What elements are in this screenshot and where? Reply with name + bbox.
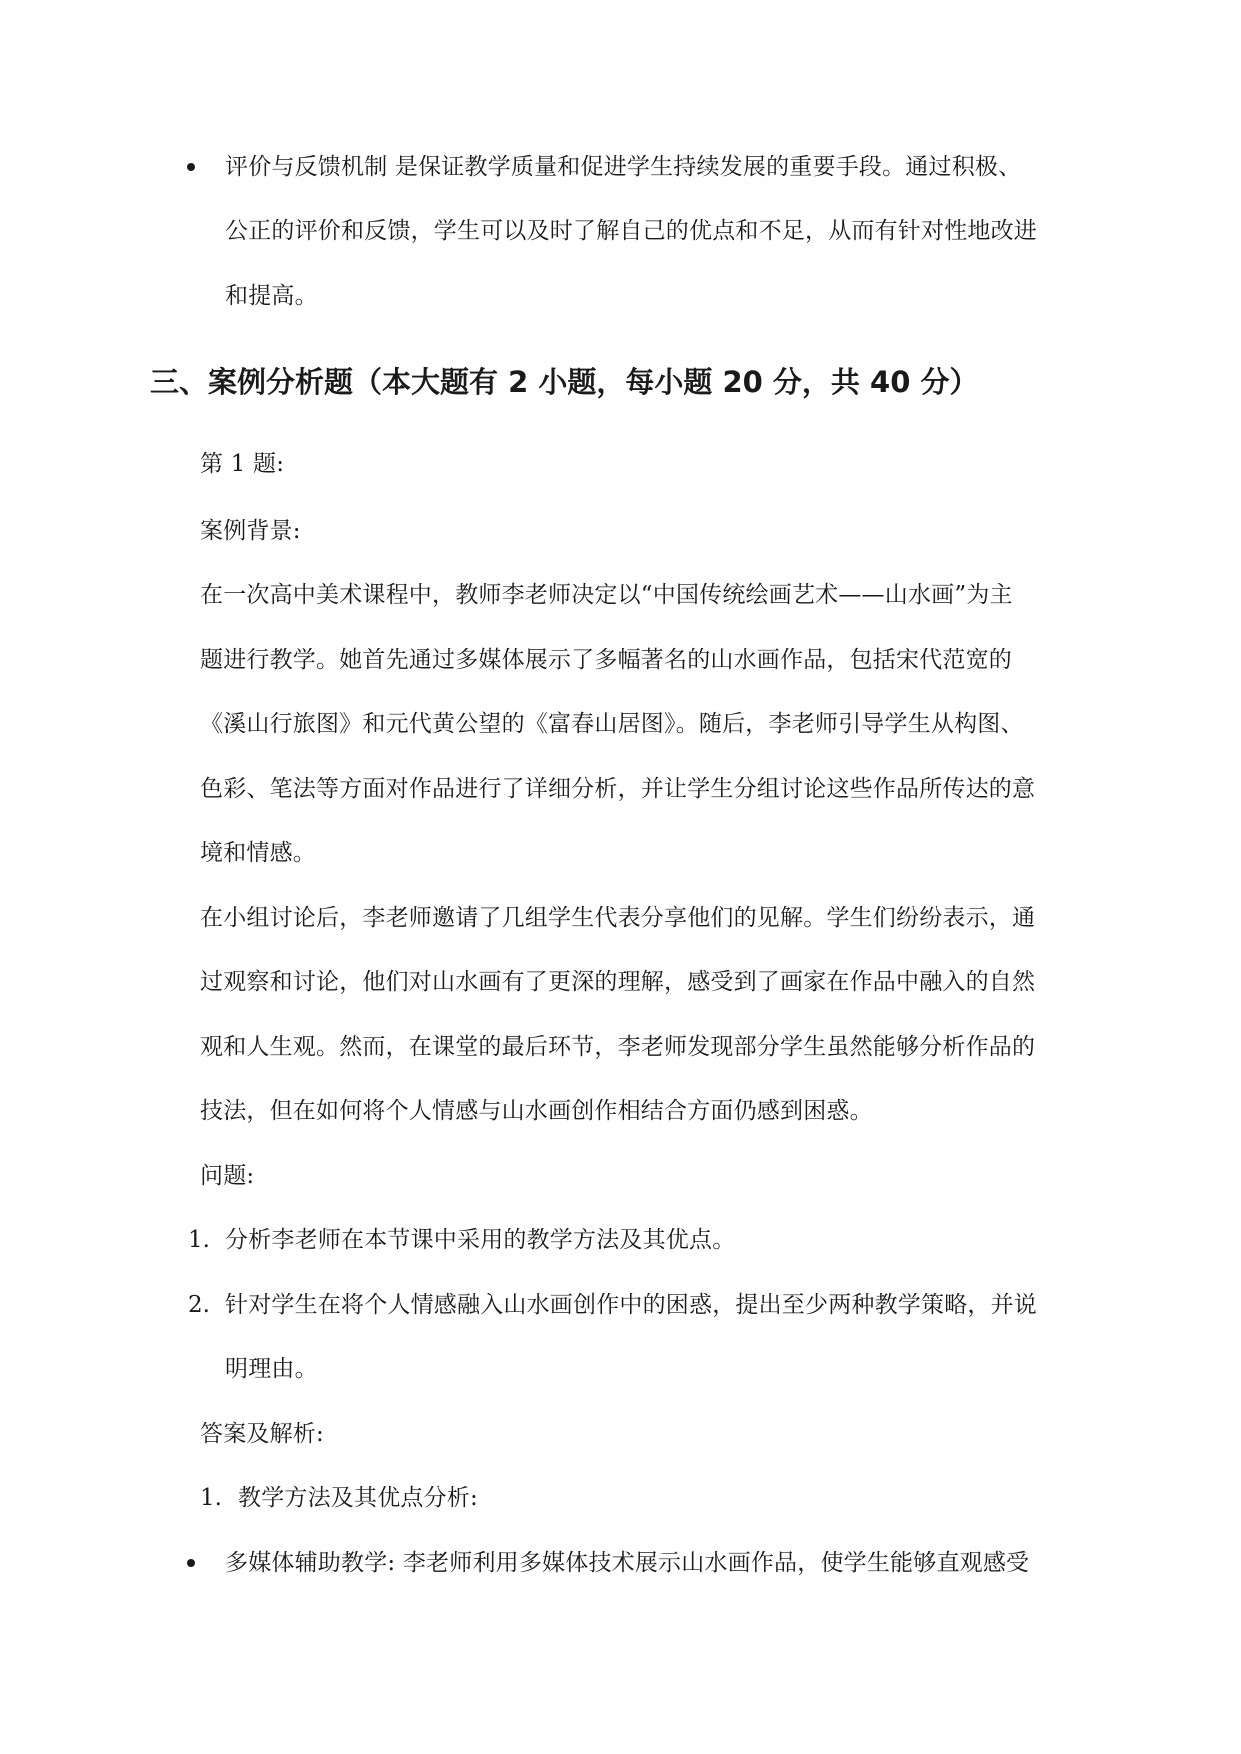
answer-label: 答案及解析: [200,1421,324,1447]
question-1-number: 1. [188,1227,210,1253]
section-heading: 三、案例分析题（本大题有 2 小题，每小题 20 分，共 40 分） [150,365,979,399]
background-p1-line-2: 题进行教学。她首先通过多媒体展示了多幅著名的山水画作品，包括宋代范宽的 [200,647,1012,673]
background-p2-line-4: 技法，但在如何将个人情感与山水画创作相结合方面仍感到困惑。 [200,1098,873,1124]
answer-bullet-1-text: 多媒体辅助教学: 李老师利用多媒体技术展示山水画作品，使学生能够直观感受 [225,1550,1030,1576]
bullet-dot [187,163,195,171]
background-p1-line-4: 色彩、笔法等方面对作品进行了详细分析，并让学生分组讨论这些作品所传达的意 [200,776,1036,802]
question-1-text: 分析李老师在本节课中采用的教学方法及其优点。 [225,1227,736,1253]
background-p2-line-1: 在小组讨论后，李老师邀请了几组学生代表分享他们的见解。学生们纷纷表示，通 [200,905,1036,931]
bullet-eval-line-3: 和提高。 [225,283,318,309]
background-label: 案例背景: [200,518,301,544]
question-2-text-line-2: 明理由。 [225,1356,318,1382]
question-2-text-line-1: 针对学生在将个人情感融入山水画创作中的困惑，提出至少两种教学策略，并说 [225,1292,1037,1318]
background-p2-line-3: 观和人生观。然而，在课堂的最后环节，李老师发现部分学生虽然能够分析作品的 [200,1034,1036,1060]
question-2-number: 2. [188,1292,210,1318]
answer-item-1-number: 1. [200,1485,222,1511]
background-p1-line-1: 在一次高中美术课程中，教师李老师决定以“中国传统绘画艺术——山水画”为主 [200,582,1013,608]
bullet-dot [187,1559,195,1567]
background-p1-line-5: 境和情感。 [200,840,316,866]
question-label: 问题: [200,1163,255,1189]
background-p1-line-3: 《溪山行旅图》和元代黄公望的《富春山居图》。随后，李老师引导学生从构图、 [200,711,1024,737]
background-p2-line-2: 过观察和讨论，他们对山水画有了更深的理解，感受到了画家在作品中融入的自然 [200,969,1036,995]
bullet-eval-line-1: 评价与反馈机制 是保证教学质量和促进学生持续发展的重要手段。通过积极、 [225,154,1022,180]
bullet-eval-line-2: 公正的评价和反馈，学生可以及时了解自己的优点和不足，从而有针对性地改进 [225,218,1037,244]
question-number-label: 第 1 题: [200,451,285,477]
answer-item-1-text: 教学方法及其优点分析: [238,1485,478,1511]
